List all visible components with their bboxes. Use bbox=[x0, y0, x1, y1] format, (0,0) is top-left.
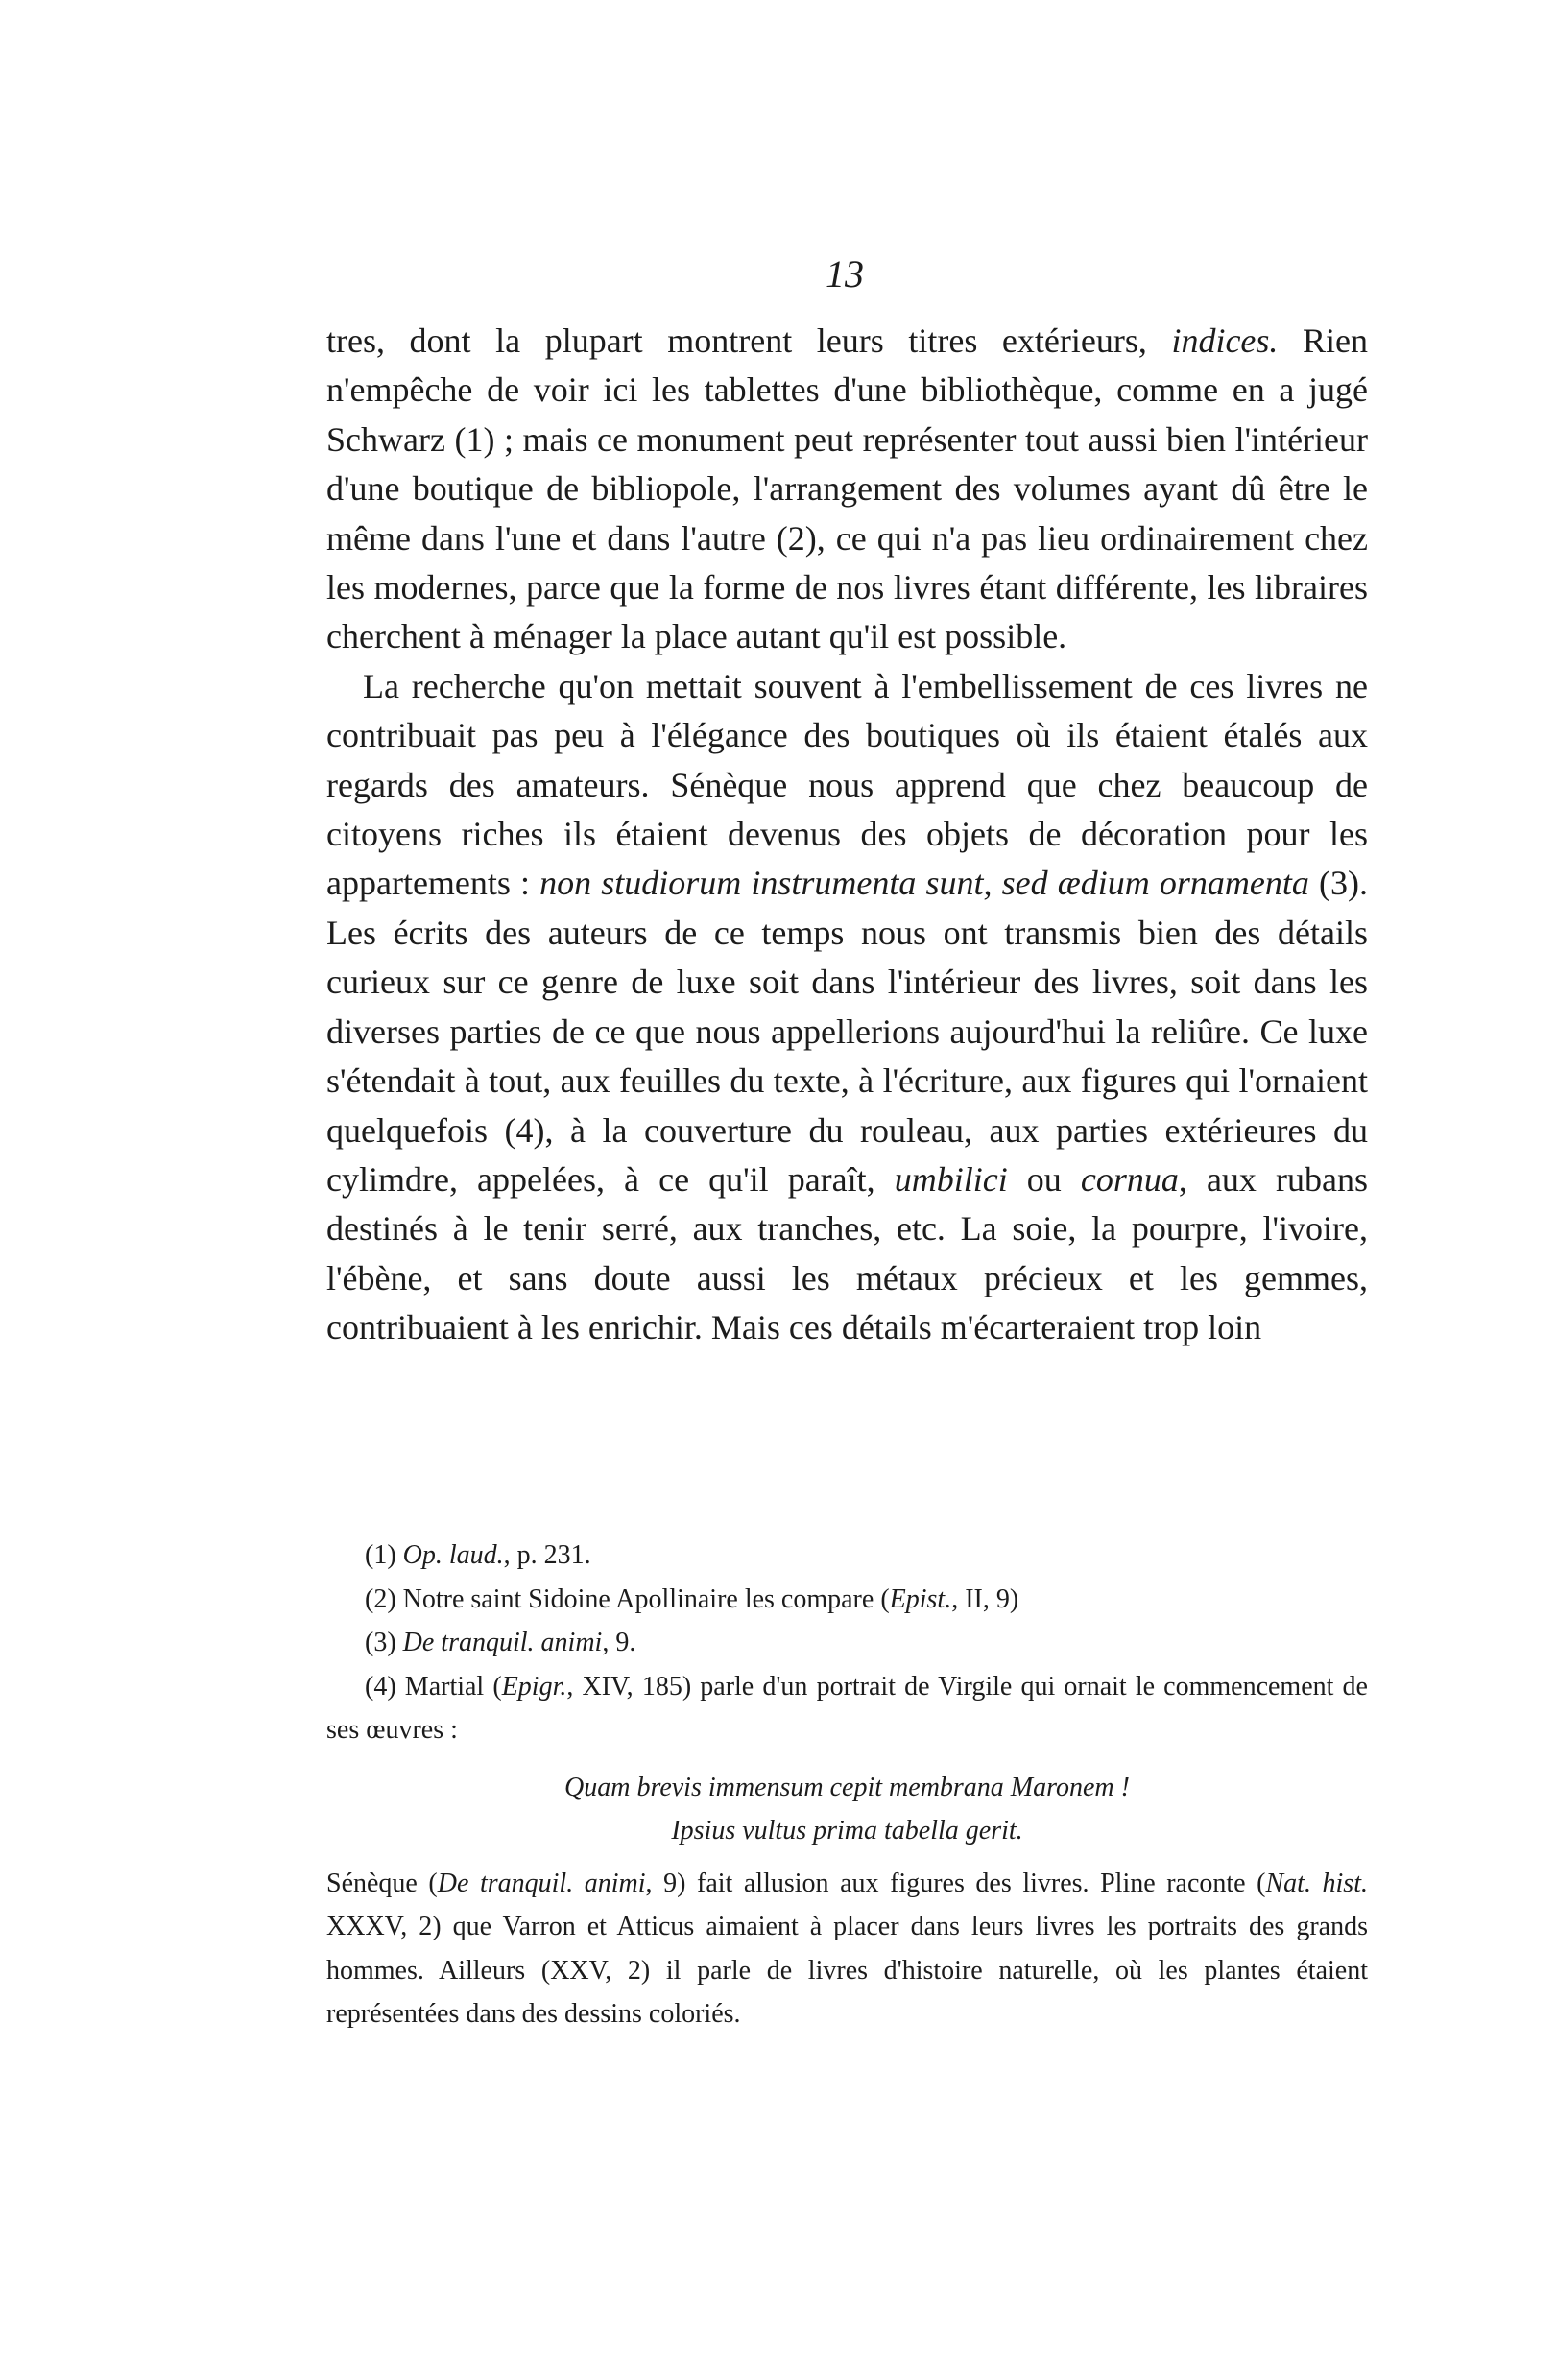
footnote-4-rest: , XIV, 185) parle d'un portrait de Virgile qui ornait le commencement de ses œuvres : bbox=[326, 1671, 1368, 1745]
paragraph-2-italic-umbilici: umbilici bbox=[894, 1159, 1008, 1199]
paragraph-2-text-b: (3). Les écrits des auteurs de ce temps nous ont transmis bien des détails curieux sur ce genre de luxe soit dans l'intérieur des livres, soit dans les diverses parties de ce que nous appellerions aujourd'hui la reliûre. Ce luxe s'étendait à tout, aux feuilles du texte, à l'écriture, aux figures qui l'ornaient quelquefois (4), à la couverture du rouleau, aux parties extérieures du cylimdre, appelées, à ce qu'il paraît, bbox=[326, 864, 1368, 1199]
page-number: 13 bbox=[826, 252, 864, 296]
footnote-4-marker: (4) bbox=[365, 1671, 405, 1702]
verse-line-2: Ipsius vultus prima tabella gerit. bbox=[671, 1815, 1023, 1845]
footnote-2-marker: (2) bbox=[365, 1583, 403, 1614]
paragraph-2-text-c: ou bbox=[1007, 1159, 1081, 1199]
paragraph-2 bbox=[326, 662, 1368, 1353]
footnote-1-italic: Op. laud. bbox=[402, 1540, 504, 1570]
footnote-4-text: Martial ( bbox=[404, 1671, 502, 1702]
footnote-4-italic: Epigr. bbox=[501, 1671, 567, 1702]
footnote-3-italic: De tranquil. animi bbox=[402, 1628, 603, 1657]
footnote-4-cont-a: Sénèque ( bbox=[326, 1868, 438, 1898]
paragraph-1-italic-indices: indices. bbox=[1171, 321, 1279, 360]
paragraph-2-text-d: , aux rubans destinés à le tenir serré, aux tranches, etc. La soie, la pourpre, l'ivoire, l'ébène, et sans doute aussi les métaux précieux et les gemmes, contribuaient à les enrichir. Mais ces détails m'écarteraient trop loin bbox=[326, 1159, 1368, 1347]
footnote-4-cont-c: XXXV, 2) que Varron et Atticus aimaient à placer dans leurs livres les portraits des grands hommes. Ailleurs (XXV, 2) il parle de livres d'histoire naturelle, où les plantes étaient représentées dans des dessins coloriés. bbox=[326, 1912, 1368, 2030]
footnote-2-text: Notre saint Sidoine Apollinaire les compare ( bbox=[402, 1583, 890, 1614]
footnote-4-cont-italic-b: Nat. hist. bbox=[1265, 1868, 1368, 1898]
paragraph-2-italic-latin-quote: non studiorum instrumenta sunt, sed ædium ornamenta bbox=[539, 864, 1309, 903]
footnote-3-rest: , 9. bbox=[602, 1628, 636, 1657]
paragraph-1-text-a: tres, dont la plupart montrent leurs titres extérieurs, bbox=[326, 321, 1172, 360]
body-text bbox=[326, 317, 1368, 1353]
footnote-4 bbox=[326, 1665, 1368, 1752]
footnote-2 bbox=[326, 1578, 1368, 1622]
footnotes bbox=[326, 1534, 1368, 2036]
paragraph-2-italic-cornua: cornua bbox=[1080, 1159, 1179, 1199]
footnote-1-marker: (1) bbox=[365, 1540, 403, 1570]
footnote-2-rest: , II, 9) bbox=[951, 1583, 1019, 1614]
footnote-4-verse bbox=[326, 1766, 1368, 1852]
footnote-3 bbox=[326, 1621, 1368, 1665]
paragraph-1 bbox=[326, 317, 1368, 662]
footnote-2-italic: Epist. bbox=[889, 1583, 952, 1614]
footnote-4-continuation bbox=[326, 1862, 1368, 2036]
footnote-1-rest: , p. 231. bbox=[503, 1540, 591, 1570]
verse-line-1: Quam brevis immensum cepit membrana Maronem ! bbox=[564, 1772, 1130, 1802]
footnote-4-cont-italic-a: De tranquil. animi bbox=[437, 1868, 646, 1898]
footnote-1 bbox=[326, 1534, 1368, 1578]
footnote-3-marker: (3) bbox=[365, 1628, 403, 1657]
footnote-4-cont-b: , 9) fait allusion aux figures des livres. Pline raconte ( bbox=[645, 1868, 1266, 1898]
paragraph-1-text-b: Rien n'empêche de voir ici les tablettes d'une bibliothèque, comme en a jugé Schwarz (1) ; mais ce monument peut représenter tout aussi bien l'intérieur d'une boutique de bibliopole, l'arrangement des volumes ayant dû être le même dans l'une et dans l'autre (2), ce qui n'a pas lieu ordinairement chez les modernes, parce que la forme de nos livres étant différente, les libraires cherchent à ménager la place autant qu'il est possible. bbox=[326, 321, 1368, 656]
paragraph-2-text-a: La recherche qu'on mettait souvent à l'embellissement de ces livres ne contribuait pas peu à l'élégance des boutiques où ils étaient étalés aux regards des amateurs. Sénèque nous apprend que chez beaucoup de citoyens riches ils étaient devenus des objets de décoration pour les appartements : bbox=[326, 666, 1368, 903]
